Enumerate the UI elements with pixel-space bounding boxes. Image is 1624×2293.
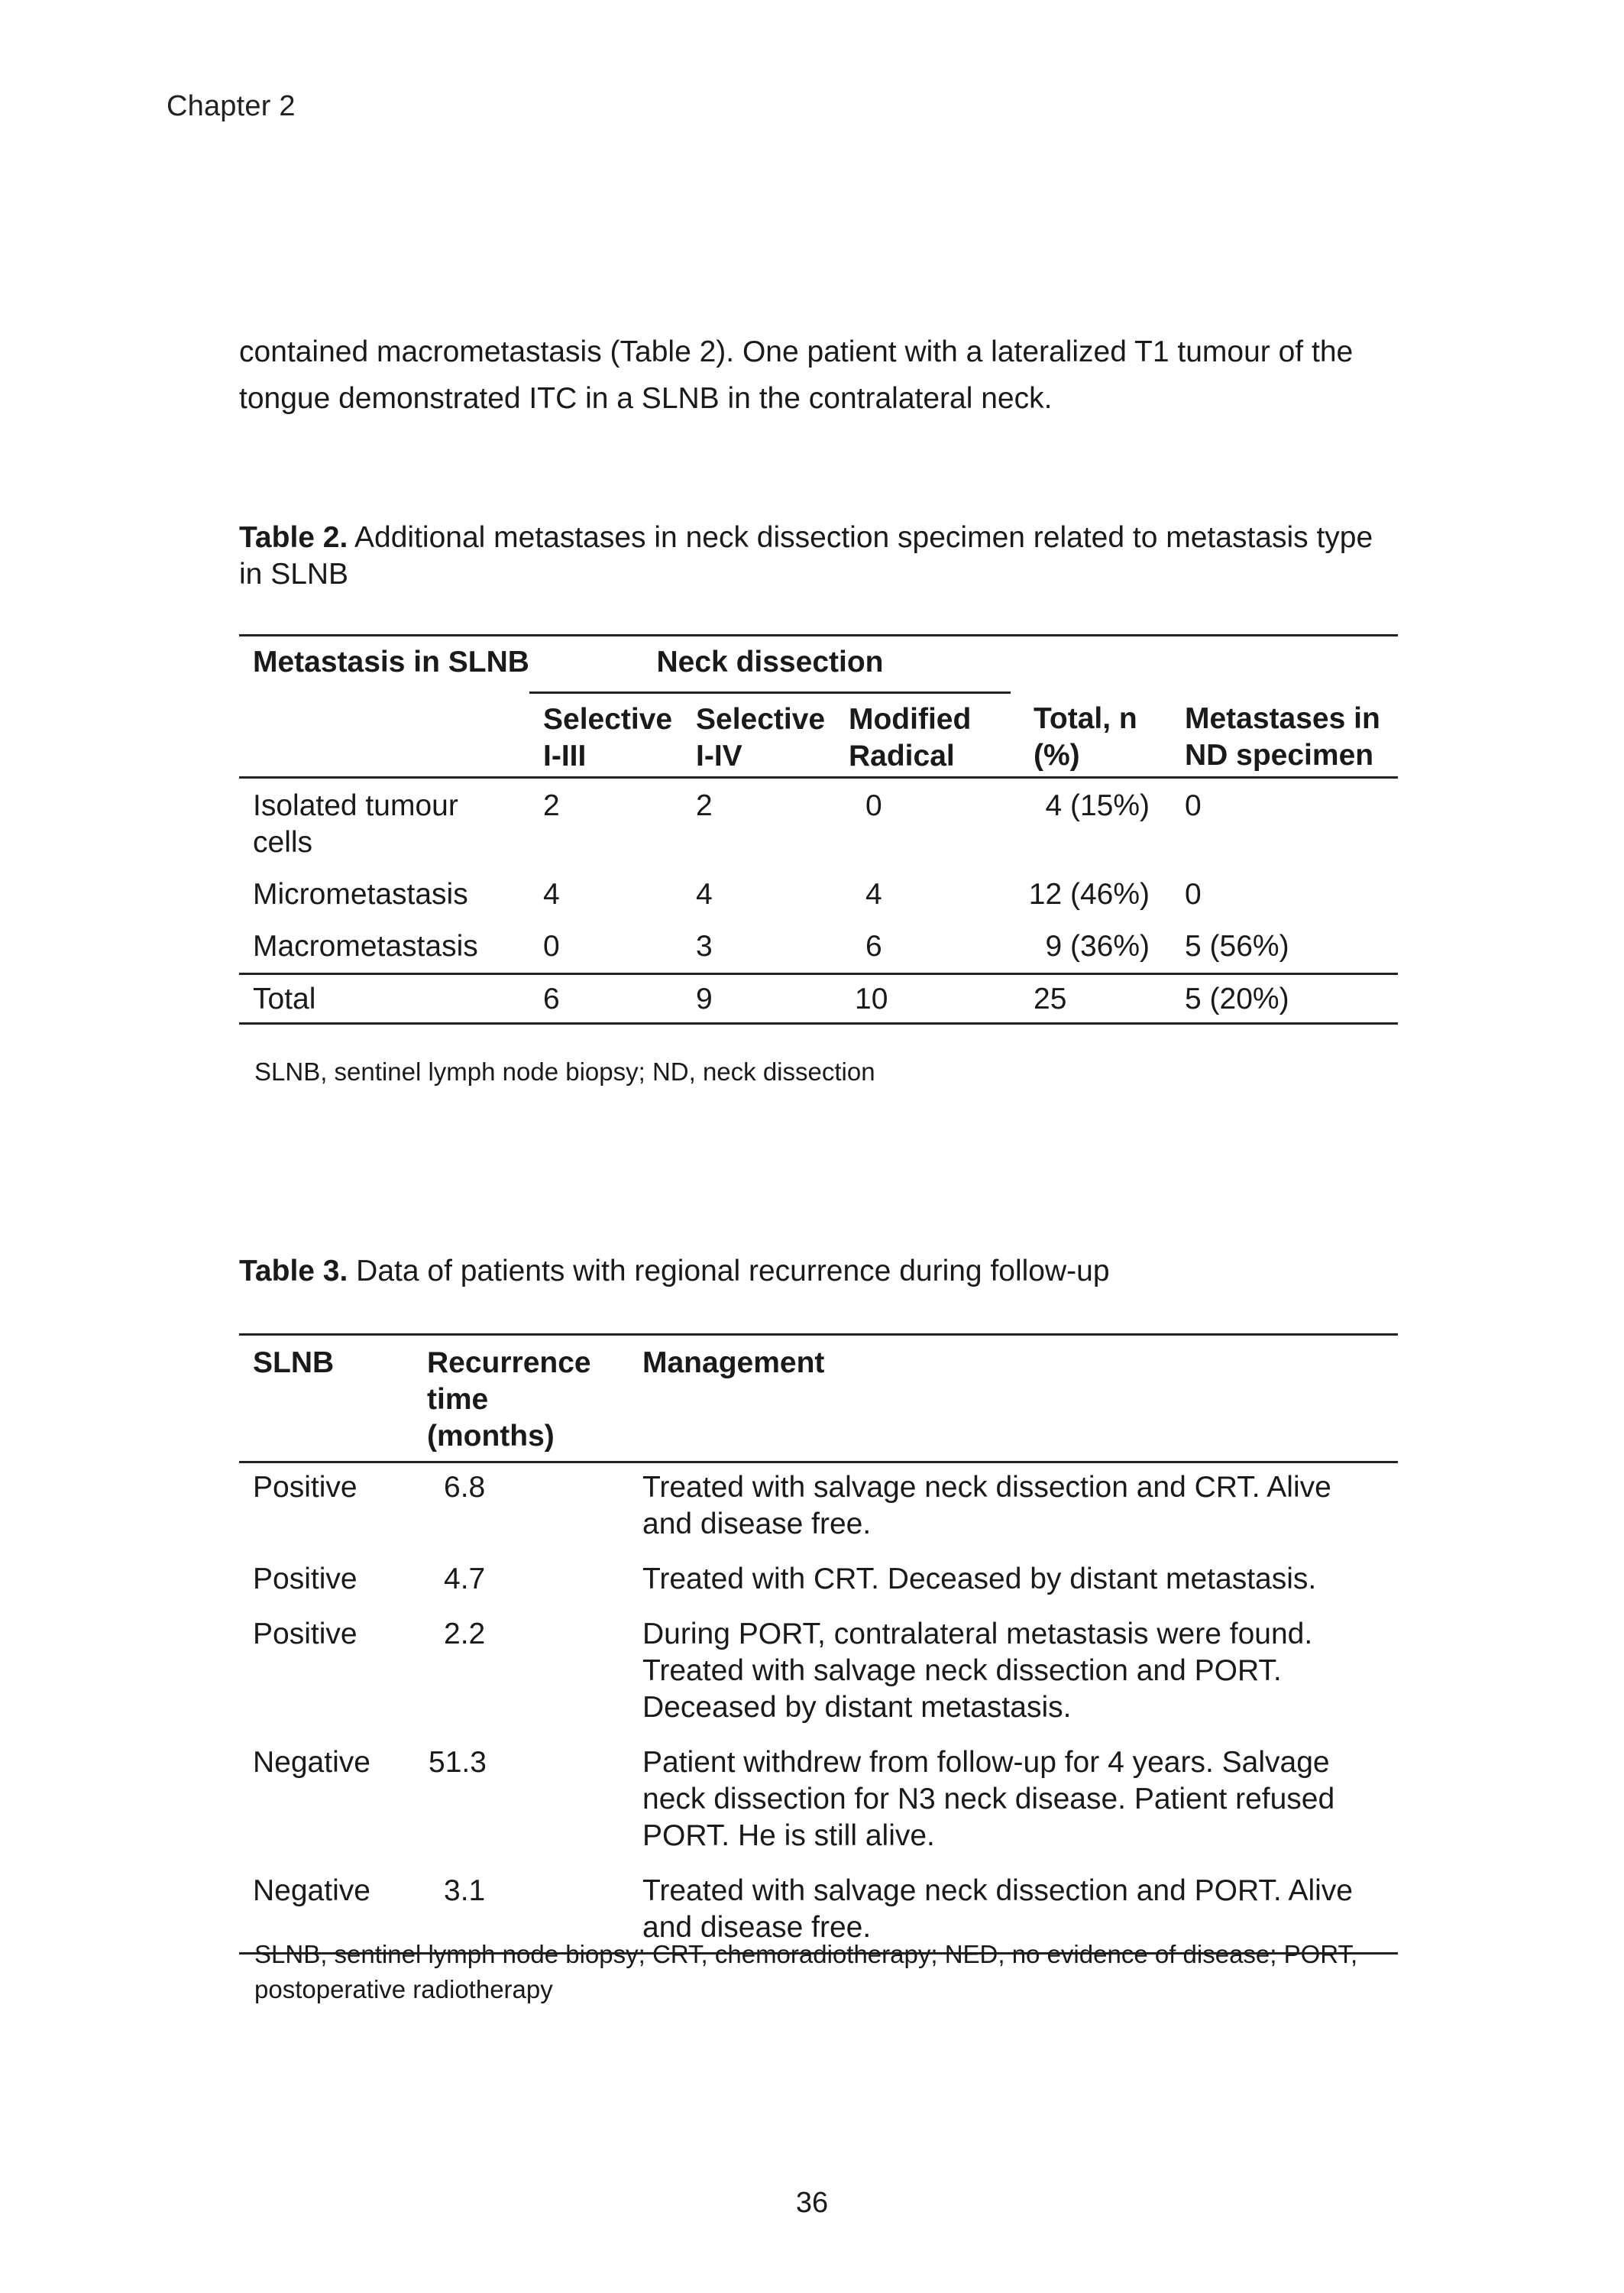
table2-cell: 4	[865, 878, 882, 911]
management-text: Treated with CRT. Deceased by distant metastasis.	[642, 1563, 1317, 1595]
table2-cell: 6	[529, 974, 682, 1024]
table3-management-cell	[629, 1738, 1398, 1867]
table2-row-label	[239, 778, 529, 870]
table2-cell: 4 (15%)	[1045, 789, 1150, 822]
table3-time-cell: 4.7	[444, 1563, 486, 1595]
table3-slnb-cell: Positive	[253, 1563, 357, 1595]
table2-cell: 10	[835, 974, 1011, 1024]
table2-col-header	[529, 693, 682, 778]
table3-slnb-cell: Positive	[253, 1471, 357, 1504]
table2-col-label: Metastases in ND specimen	[1185, 701, 1380, 772]
table3-caption	[239, 1253, 1400, 1290]
table2-cell: 0	[1185, 878, 1202, 911]
table3-time-cell: 2.2	[444, 1618, 486, 1650]
table2-col-header	[1011, 693, 1171, 778]
table2-cell: 9	[682, 974, 835, 1024]
table2-group-header-label: Neck dissection	[656, 646, 884, 679]
table3-time-cell: 6.8	[444, 1471, 486, 1504]
table2-cell: 4	[543, 878, 560, 911]
management-text: Treated with salvage neck dissection and CRT. Alive and disease free.	[642, 1471, 1331, 1540]
table2-cell: 4	[696, 878, 713, 911]
table3-slnb-cell: Negative	[253, 1746, 370, 1779]
table2-cell: 2	[696, 789, 713, 822]
table2-header-empty	[1171, 636, 1398, 693]
table-row	[239, 1462, 1398, 1556]
table3-col-label: Recurrence time (months)	[427, 1346, 591, 1453]
table2-header-row-1	[239, 636, 1398, 693]
table3-col-header	[413, 1335, 629, 1462]
table-row	[239, 1610, 1398, 1738]
table-row	[239, 778, 1398, 870]
table2-header-empty	[1011, 636, 1171, 693]
table2-header-neck-dissection	[529, 636, 1011, 693]
table2-footnote: SLNB, sentinel lymph node biopsy; ND, neck dissection	[254, 1057, 875, 1086]
table2-cell: 5 (56%)	[1185, 930, 1289, 963]
table2-row-label: Macrometastasis	[253, 930, 478, 963]
table2-cell: 2	[543, 789, 560, 822]
table2-col-header	[682, 693, 835, 778]
table2-cell: 0	[865, 789, 882, 822]
table2-cell: 3	[696, 930, 713, 963]
table2-cell: 9 (36%)	[1045, 930, 1150, 963]
table2-cell: 0	[543, 930, 560, 963]
table3-footnote: SLNB, sentinel lymph node biopsy; CRT, chemoradiotherapy; NED, no evidence of disease; PORT, postoperative radiotherapy	[254, 1940, 1358, 2003]
table3-management-cell	[629, 1610, 1398, 1738]
table-row	[239, 921, 1398, 974]
table3-time-cell: 51.3	[429, 1746, 487, 1779]
table3-time-cell: 3.1	[413, 1867, 629, 1954]
table3	[239, 1333, 1398, 1955]
table-row	[239, 1738, 1398, 1867]
table2-caption	[239, 520, 1400, 593]
table2-cell: 0	[1185, 789, 1202, 822]
table2-col-header	[835, 693, 1011, 778]
table2-cell: 5 (20%)	[1171, 974, 1398, 1024]
table2-cell: 6	[865, 930, 882, 963]
table2-header-empty	[239, 693, 529, 778]
table3-caption-label: Table 3.	[239, 1255, 348, 1287]
management-text: Treated with salvage neck dissection and PORT. Alive and disease free.	[642, 1874, 1353, 1944]
table2-col-label: Total, n (%)	[1034, 701, 1137, 772]
table2-caption-label: Table 2.	[239, 521, 348, 554]
table3-header-row	[239, 1335, 1398, 1462]
table2-row-label: Total	[239, 974, 529, 1024]
table-row	[239, 1555, 1398, 1610]
body-paragraph: contained macrometastasis (Table 2). One patient with a lateralized T1 tumour of the tongue demonstrated ITC in a SLNB in the contralateral neck.	[239, 335, 1354, 415]
table2	[239, 634, 1398, 1025]
table2-caption-text: Additional metastases in neck dissection specimen related to metastasis type in SLNB	[239, 521, 1373, 591]
management-text: Patient withdrew from follow-up for 4 years. Salvage neck dissection for N3 neck disease. Patient refused PORT. He is still alive.	[642, 1746, 1335, 1852]
table2-cell: 25	[1011, 974, 1171, 1024]
table2-cell: 12 (46%)	[1028, 878, 1150, 911]
table3-col-header: Management	[629, 1335, 1398, 1462]
table3-management-cell	[629, 1555, 1398, 1610]
table2-total-row	[239, 974, 1398, 1024]
table3-caption-text: Data of patients with regional recurrence during follow-up	[348, 1255, 1110, 1287]
management-text: During PORT, contralateral metastasis were found. Treated with salvage neck dissection and PORT. Deceased by distant metastasis.	[642, 1618, 1313, 1724]
running-head: Chapter 2	[167, 90, 296, 122]
row-label-text: Isolated tumour cells	[253, 789, 458, 859]
table2-col-label: Selective I-III	[543, 703, 673, 772]
table2-row-label: Micrometastasis	[253, 878, 468, 911]
table-row	[239, 869, 1398, 921]
table2-header-metastasis-in-slnb: Metastasis in SLNB	[239, 636, 529, 693]
page-number: 36	[795, 2187, 829, 2219]
table3-slnb-cell: Negative	[239, 1867, 413, 1954]
table3-slnb-cell: Positive	[253, 1618, 357, 1650]
table3-management-cell	[629, 1462, 1398, 1556]
table3-col-header: SLNB	[239, 1335, 413, 1462]
table2-col-header	[1171, 693, 1398, 778]
table2-header-row-2	[239, 693, 1398, 778]
table2-col-label: Selective I-IV	[696, 703, 826, 772]
table2-col-label: Modified Radical	[849, 703, 972, 772]
